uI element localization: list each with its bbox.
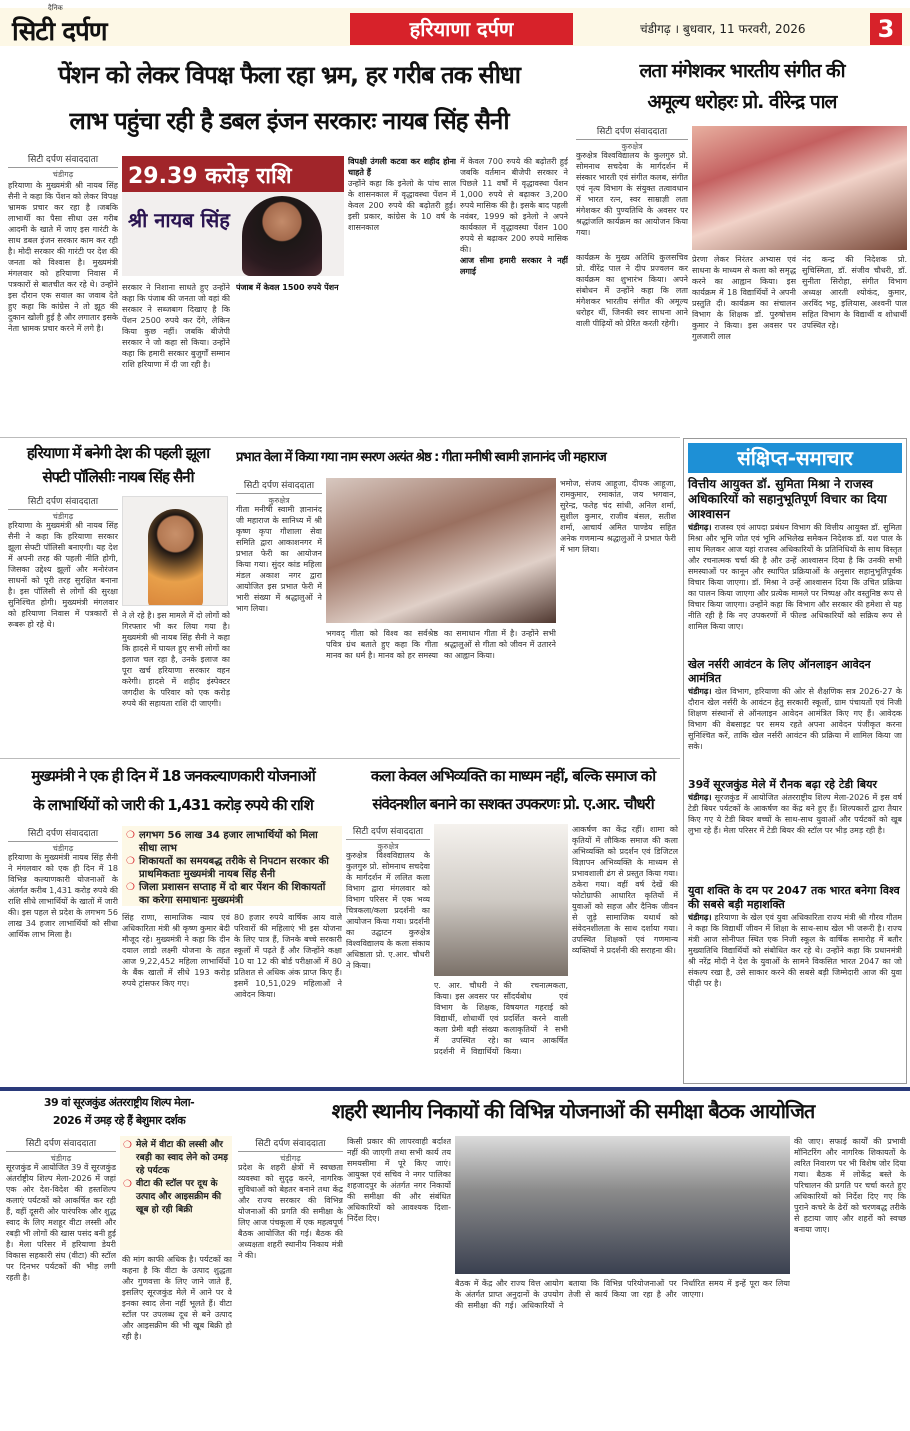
surajkund-body-col1: सूरजकुंड में आयोजित 39 वें सूरजकुंड अंतर्राष्ट्रीय शिल्प मेला-2026 में जहां एक ओर देश-विदेश की हस्तशिल्प कलाएं पर्यटकों को आकर्षित कर रही हैं, वहीं दूसरी ओर पारंपरिक और शुद्ध स्वाद के लिए मशहूर वीटा लस्सी और रबड़ी भी लोगों की खास पसंद बनी हुई है। मेला परिसर में हरियाणा डेयरी विकास सहकारी संघ (वीटा) की स्टॉल पर दिनभर पर्यटकों की भीड़ लगी रहती है।	[6, 1163, 116, 1282]
urban-headline: शहरी स्थानीय निकायों की विभिन्न योजनाओं की समीक्षा बैठक आयोजित	[331, 1099, 815, 1123]
briefs-header: संक्षिप्त-समाचार	[688, 443, 902, 473]
lead-body-col2: सरकार ने निशाना साधते हुए उन्होंने कहा कि पंजाब की जनता जो वहां की सरकार ने सब्जबाग दिखाए है कि पेंशन 2500 रुपये कर देंगे, लेकिन किया कुछ नहीं। जबकि बीजेपी सरकार ने जो कहा सो किया। उन्होंने कहा कि हमारी सरकार बुजुर्गों सम्मान राशि हरियाणा में दी जा रही है।	[122, 283, 230, 369]
highlight-item: ❍ जिला प्रशासन सप्ताह में दो बार पेंशन की शिकायतों का करेगा समाधानः मुख्यमंत्री	[126, 882, 326, 906]
geeta-body-col3: भमोज, संजय आहूजा, दीपक आहूजा, रामकुमार, रमाकांत, जय भगवान, सुरेन्द्र, फतेह चंद सांधी, अनिल शर्मा, सुशील कुमार, राजीव बंसल, सतीश शर्मा, आचार्य अमित पाण्डेय सहित अनेक गणमान्य श्रद्धालुओं ने प्रभात फेरी में भाग लिया।	[560, 479, 676, 554]
lead-headline: पेंशन को लेकर विपक्ष फैला रहा भ्रम, हर गरीब तक सीधा लाभ पहुंचा रही है डबल इंजन सरकारः नायब सिंह सैनी	[58, 61, 520, 135]
yojana-headline: मुख्यमंत्री ने एक ही दिन में 18 जनकल्याणकारी योजनाओं के लाभार्थियों को जारी की 1,431 करोड़ रुपये की राशि	[31, 767, 315, 814]
lead-byline-block: सिटी दर्पण संवाददाता चंडीगढ़	[8, 152, 118, 180]
cm-portrait	[148, 509, 203, 606]
urban-body-col4: की जाए। सफाई कार्यों की प्रभावी मॉनिटरिंग और नागरिक शिकायतों के त्वरित निवारण पर भी विशेष जोर दिया गया। बैठक में लोकेंद्र बस्ते के परिचालन की प्रगति पर चर्चा करते हुए अधिकारियों को निर्देश दिए गए कि पुराने कचरे के ढेरों को चरणबद्ध तरीके से हटाया जाए और शहरों को स्वच्छ बनाया जाए।	[794, 1137, 906, 1234]
newspaper-logo: सिटी दर्पण	[12, 17, 107, 47]
jhoola-byline-block: सिटी दर्पण संवाददाता चंडीगढ़	[8, 494, 118, 522]
photo-banner-text: 29.39 करोड़ राशि	[128, 164, 292, 189]
photo-nameplate: श्री नायब सिंह	[128, 208, 230, 232]
bullet-circle-icon: ❍	[123, 1140, 132, 1151]
lead-subhead-punjab: पंजाब में केवल 1500 रुपये पेंशन	[236, 283, 339, 292]
dateline: चंडीगढ़ । बुधवार, 11 फरवरी, 2026	[640, 22, 806, 36]
lead-photo-cm	[122, 156, 344, 276]
lata-byline-block: सिटी दर्पण संवाददाता कुरुक्षेत्र	[576, 124, 688, 152]
brief-title: वित्तीय आयुक्त डॉ. सुमिता मिश्रा ने राजस्व अधिकारियों को सहानुभूतिपूर्ण विचार का दिया आश्वासन	[688, 477, 887, 521]
geeta-body-col2: भगवद् गीता को विश्व का सर्वश्रेष्ठ पवित्र ग्रंथ बताते हुए कहा कि गीता मानव का धर्म है। मानव को हर समस्या का समाधान गीता में है। उन्होंने सभी श्रद्धालुओं से गीता को जीवन में उतारने का आह्वान किया।	[326, 629, 556, 660]
jhoola-photo-cm	[122, 496, 228, 606]
brief-item: खेल नर्सरी आवंटन के लिए ऑनलाइन आवेदन आमंत्रित चंडीगढ़। खेल विभाग, हरियाणा की ओर से शैक्षणिक सत्र 2026-27 के दौरान खेल नर्सरी के आवंटन हेतु सरकारी स्कूलों, ग्राम पंचायतों एवं निजी शिक्षण संस्थानों से ऑनलाइन आवेदन आमंत्रित किए गए हैं। आवेदक विभाग की वेबसाइट पर समय रहते अपना आवेदन पंजीकृत करना सुनिश्चित करें, ताकि खेल नर्सरी आवंटन की प्रक्रिया में शामिल किया जा सके।	[688, 658, 902, 751]
geeta-byline-block: सिटी दर्पण संवाददाता कुरुक्षेत्र	[236, 478, 322, 506]
surajkund-highlights	[120, 1136, 232, 1250]
jhoola-body-col2: ने ले रहे है। इस मामले में दो लोगों को गिरफ्तार भी कर लिया गया है। मुख्यमंत्री श्री नायब सिंह सैनी ने कहा कि हादसे में घायल हुए सभी लोगों का इलाज चल रहा है, उनके इलाज का पूरा खर्च हरियाणा सरकार वहन करेगी। हादसे में शहीद इंस्पेक्टर जगदीश के परिवार को एक करोड़ रुपये की सहायता राशि दी जाएगी।	[122, 611, 230, 708]
lead-subhead-seema: आज सीमा हमारी सरकार ने नहीं लगाई	[460, 256, 568, 276]
brief-title: 39वें सूरजकुंड मेले में रौनक बढ़ा रहे टेडी बियर	[688, 778, 877, 791]
logo-small-text: दैनिक	[48, 4, 63, 12]
brief-item: 39वें सूरजकुंड मेले में रौनक बढ़ा रहे टेडी बियर चंडीगढ़। सूरजकुंड में आयोजित अंतरराष्ट्रीय शिल्प मेला-2026 में इस वर्ष टेडी बियर पर्यटकों के आकर्षण का केंद्र बने हुए हैं। शिल्पकारों द्वारा तैयार किए गए ये टेडी बियर बच्चों के साथ-साथ युवाओं और पर्यटकों को खूब लुभा रहे हैं। मेला परिसर में टेडी बियर की स्टॉल पर भीड़ उमड़ रही है।	[688, 778, 902, 835]
urban-body-col2: किसी प्रकार की लापरवाही बर्दाश्त नहीं की जाएगी तथा सभी कार्य तय समयसीमा में पूरे किए जाएं। आयुक्त एवं सचिव ने नगर पालिका शहजादपुर के अंतर्गत नगर निकायों की समीक्षा की और संबंधित अधिकारियों को आवश्यक दिशा-निर्देश दिए।	[347, 1137, 451, 1223]
highlight-item: ❍ लगभग 56 लाख 34 हजार लाभार्थियों को मिला सीधा लाभ	[126, 830, 318, 854]
geeta-headline: प्रभात वेला में किया गया नाम स्मरण अत्यंत श्रेष्ठ : गीता मनीषी स्वामी ज्ञानानंद जी महाराज	[236, 450, 606, 465]
jhoola-headline: हरियाणा में बनेगी देश की पहली झूला सेफ्टी पॉलिसीः नायब सिंह सैनी	[26, 444, 210, 486]
surajkund-byline-block: सिटी दर्पण संवाददाता चंडीगढ़	[6, 1136, 116, 1164]
brief-title: युवा शक्ति के दम पर 2047 तक भारत बनेगा विश्व की सबसे बड़ी महाशक्ति	[688, 884, 900, 911]
lead-body-col5: में केवल 700 रुपये की बढ़ोतरी हुई जबकि वर्तमान बीजेपी सरकार ने पिछले 11 वर्षों में वृद्धावस्था पेंशन 1,000 रुपये से बढ़ाकर 3,200 रुपये मासिक की है। इसके बाद पहली नवंबर, 1999 को इनेलो ने अपने कार्यकाल में वृद्धावस्था पेंशन 100 रुपये से बढ़ाकर 200 रुपये मासिक की। आज सीमा हमारी सरकार ने नहीं लगाई	[460, 157, 568, 276]
kala-byline-block: सिटी दर्पण संवाददाता कुरुक्षेत्र	[346, 824, 430, 852]
lata-body-col4: नंद कन्द्र की निदेशक प्रो. सुचिस्मिता, डॉ. संजीव चौधरी, डॉ. सुनीता सिरोहा, संगीत विभाग अध्यक्ष आरती श्योकंद, कुमार, अरविंद भट्ट, इलियास, अश्वनी पाल सहित विभाग के विद्यार्थी व शोधार्थी उपस्थित रहे।	[802, 255, 907, 330]
kala-body-col1: कुरुक्षेत्र विश्वविद्यालय के कुलगुरु प्रो. सोमनाथ सचदेवा के मार्गदर्शन में ललित कला विभाग द्वारा मंगलवार को विभाग परिसर में एक भव्य चित्रकला/कला प्रदर्शनी का आयोजन किया गया। प्रदर्शनी का उद्घाटन कुरुक्षेत्र विश्वविद्यालय के कला संकाय अधिष्ठाता प्रो. ए.आर. चौधरी ने किया।	[346, 851, 430, 970]
kala-body-col2: ए. आर. चौधरी ने किया। इस अवसर पर विभाग के शिक्षक, विद्यार्थी, शोधार्थी एवं कला प्रेमी बड़ी संख्या में उपस्थित रहे। प्रदर्शनी में विद्यार्थियों की रचनात्मकता, सौंदर्यबोध एवं विषयगत गहराई को प्रदर्शित करने वाली कलाकृतियों ने सभी का ध्यान आकर्षित किया।	[434, 981, 568, 1056]
yojana-body-col1: हरियाणा के मुख्यमंत्री नायब सिंह सैनी ने मंगलवार को एक ही दिन में 18 विभिन्न कल्याणकारी योजनाओं के अंतर्गत करीब 1,431 करोड़ रुपये की राशि सीधे लाभार्थियों के खातों में जारी की। इस पहल से प्रदेश के लगभग 56 लाख 34 हजार लाभार्थियों को सीधा आर्थिक लाभ मिला है।	[8, 853, 118, 939]
highlight-item: ❍ शिकायतों का समयबद्ध तरीके से निपटान सरकार की प्राथमिकताः मुख्यमंत्री नायब सिंह सैनी	[126, 856, 329, 880]
divider	[0, 437, 680, 438]
brief-item: वित्तीय आयुक्त डॉ. सुमिता मिश्रा ने राजस्व अधिकारियों को सहानुभूतिपूर्ण विचार का दिया आश्वासन चंडीगढ़। राजस्व एवं आपदा प्रबंधन विभाग की वित्तीय आयुक्त डॉ. सुमिता मिश्रा और भूमि जोत एवं भूमि अभिलेख समेकन निदेशक डॉ. यश पाल के साथ मिलकर आज यहां राजस्व अधिकारियों के प्रतिनिधियों के साथ विस्तृत और रचनात्मक चर्चा की है और उन्हें आश्वासन दिया है कि उनकी सभी समस्याओं पर कानून और स्थापित प्रक्रियाओं के अनुसार सहानुभूतिपूर्वक विचार किया जाएगा। डॉ. मिश्रा ने उन्हें आश्वासन दिया कि उचित प्रक्रिया का पालन किया जाएगा और प्रत्येक मामले पर निष्पक्ष और वस्तुनिष्ठ रूप से विचार किया जाएगा। उन्होंने कहा कि विभाग और सरकार की हमेशा से यह नीति रही है कि नए उपकरणों में फील्ड अधिकारियों को सक्रिय रूप से शामिल किया जाए।	[688, 477, 902, 631]
brief-title: खेल नर्सरी आवंटन के लिए ऑनलाइन आवेदन आमंत्रित	[688, 658, 871, 685]
bullet-circle-icon: ❍	[126, 830, 135, 841]
lead-body-col3	[236, 282, 342, 434]
kala-headline: कला केवल अभिव्यक्ति का माध्यम नहीं, बल्कि समाज को संवेदनशील बनाने का सशक्त उपकरणः प्रो. ए.आर. चौधरी	[370, 767, 656, 813]
lata-photo-group	[692, 126, 907, 250]
lata-body-col2: कार्यक्रम के मुख्य अतिथि कुलसचिव प्रो. वीरेंद्र पाल ने दीप प्रज्वलन कर कार्यक्रम का शुभारंभ किया। अपने संबोधन में उन्होंने कहा कि लता मंगेशकर भारतीय संगीत की अमूल्य धरोहर थीं, जिनकी स्वर साधना आने वाली पीढ़ियों को प्रेरित करती रहेगी।	[576, 253, 688, 328]
divider	[0, 758, 680, 759]
lead-body-col4: विपक्षी उंगली कटवा कर शहीद होना चाहते हैं उन्होंने कहा कि इनेलो के पांच साल के शासनकाल में वृद्धावस्था पेंशन में केवल 200 रुपये की बढ़ोतरी हुई। इसी प्रकार, कांग्रेस के 10 वर्ष के शासनकाल	[348, 157, 456, 232]
lata-body-col3: प्रेरणा लेकर निरंतर अभ्यास एवं साधना के माध्यम से कला को समृद्ध करने का आह्वान किया। इस कार्यक्रम में 18 विद्यार्थियों ने अपनी प्रस्तुति दी। कार्यक्रम का संचालन विभाग के शिक्षक डॉ. पुरुषोत्तम कुमार ने किया। इस अवसर पर गुलजारी लाल	[692, 255, 796, 341]
yojana-highlights	[122, 826, 342, 906]
surajkund-body-col2: की मांग काफी अधिक है। पर्यटकों का कहना है कि वीटा के उत्पाद शुद्धता और गुणवत्ता के लिए जाने जाते हैं, इसलिए सूरजकुंड मेले में आने पर वे इनका स्वाद लेना नहीं भूलते हैं। वीटा स्टॉल पर उपलब्ध दूध से बने उत्पाद और आइसक्रीम की भी खूब बिक्री हो रही है।	[122, 1255, 232, 1341]
urban-body-col3: बैठक में केंद्र और राज्य वित्त आयोग के अंतर्गत प्राप्त अनुदानों के उपयोग की समीक्षा की गई। अधिकारियों ने बताया कि विभिन्न परियोजनाओं पर तेजी से कार्य किया जा रहा है और निर्धारित समय में इन्हें पूरा कर लिया जाएगा।	[455, 1279, 790, 1310]
bullet-circle-icon: ❍	[126, 856, 135, 867]
bullet-circle-icon: ❍	[126, 882, 135, 893]
urban-byline-block: सिटी दर्पण संवाददाता चंडीगढ़	[238, 1136, 343, 1164]
kala-body-col3: आकर्षण का केंद्र रहीं। शामा को कृतियों में लौकिक समाज की कला अभिव्यक्ति को प्रदर्शन एवं डिजिटल विज्ञापन अभिव्यक्ति के माध्यम से प्रभावशाली ढंग से प्रस्तुत किया गया। ठकेरा गया। वहीं वर्ष देखें की फोटोग्राफी आधारित कृतियों में युवाओं को सहज और दैनिक जीवन से जुड़े सामाजिक यथार्थ को संवेदनशीलता के साथ दर्शाया गया। उपस्थित शिक्षकों एवं गणमान्य व्यक्तियों ने प्रदर्शनी की सराहना की।	[572, 825, 678, 955]
page-number: 3	[870, 13, 902, 45]
surajkund-headline: 39 वां सूरजकुंड अंतरराष्ट्रीय शिल्प मेला- 2026 में उमड़ रहे हैं बेशुमार दर्शक	[43, 1096, 195, 1127]
urban-photo-meeting	[455, 1136, 790, 1274]
geeta-body-col1: गीता मनीषी स्वामी ज्ञानानंद जी महाराज के सानिध्य में श्री कृष्ण कृपा गौशाला सेवा समिति द्वारा आकाशनगर में प्रभात फेरी का आयोजन किया गया। सुंदर कांड महिला मंडल अकाश नगर द्वारा आयोजित इस प्रभात फेरी में भारी संख्या में श्रद्धालुओं ने भाग लिया।	[236, 505, 322, 613]
person-figure	[242, 196, 322, 276]
lata-body-col1: कुरुक्षेत्र विश्वविद्यालय के कुलगुरु प्रो. सोमनाथ सचदेवा के मार्गदर्शन में संस्कार भारती एवं संगीत कलब, संगीत एवं नृत्य विभाग के संयुक्त तत्वावधान में भारत रत्न, स्वर साम्राज्ञी लता मंगेशकर की पुण्यतिथि के अवसर पर श्रद्धांजलि कार्यक्रम का आयोजन किया गया।	[576, 151, 688, 237]
kala-photo-exhibition	[434, 824, 568, 976]
section-rule	[0, 1087, 910, 1091]
highlight-item: ❍ मेले में वीटा की लस्सी और रबड़ी का स्वाद लेने को उमड़ रहे पर्यटक	[123, 1140, 228, 1176]
highlight-item: ❍ वीटा की स्टॉल पर दूध के उत्पाद और आइसक्रीम की खूब हो रही बिक्री	[123, 1179, 222, 1215]
yojana-body-col3: 80 हजार रुपये वार्षिक आय वाले परिवारों की महिलाएं भी इस योजना के लिए पात्र हैं, जिनके बच्चे सरकारी स्कूलों में पढ़ते हैं और जिन्होंने कक्षा 10 या 12 की बोर्ड परीक्षाओं में 80 प्रतिशत से अधिक अंक प्राप्त किए हैं। इसमें 10,51,029 महिलाओं ने आवेदन किया।	[234, 913, 342, 999]
briefs-box	[683, 438, 907, 1084]
yojana-byline-block: सिटी दर्पण संवाददाता चंडीगढ़	[8, 826, 118, 854]
geeta-photo-satsang	[326, 478, 556, 623]
bullet-circle-icon: ❍	[123, 1179, 132, 1190]
urban-body-col1: प्रदेश के शहरी क्षेत्रों में स्वच्छता व्यवस्था को सुदृढ़ करने, नागरिक सुविधाओं को बेहतर बनाने तथा केंद्र और राज्य सरकार की विभिन्न योजनाओं की प्रगति की समीक्षा के लिए आज पंचकूला में एक महत्वपूर्ण बैठक आयोजित की गई। बैठक की अध्यक्षता शहरी स्थानीय निकाय मंत्री ने की।	[238, 1163, 343, 1260]
yojana-body-col2: सिंह राणा, सामाजिक न्याय एवं अधिकारिता मंत्री श्री कृष्ण कुमार बेदी मौजूद रहे। मुख्यमंत्री ने कहा कि दीन दयाल लाडो लक्ष्मी योजना के तहत आज 9,22,452 महिला लाभार्थियों के बैंक खातों में सीधे 193 करोड़ रुपये ट्रांसफर किए गए।	[122, 913, 230, 988]
section-tab: हरियाणा दर्पण	[350, 13, 573, 45]
lead-body-col1: हरियाणा के मुख्यमंत्री श्री नायब सिंह सैनी ने कहा कि पेंशन को लेकर विपक्ष भ्रामक प्रचार कर रहा है ।जबकि लाभार्थी का पैसा सीधा उस गरीब आदमी के खाते में जाए इस गारंटी के साथ डबल इंजन सरकार काम कर रही है। मोदी सरकार की गारंटी पर देश की जनता को विश्वास है। मुख्यमंत्री मंगलवार को हरियाणा निवास में पत्रकारों से बातचीत कर रहे थे। उन्होंने इस दौरान एक सवाल का जवाब देते हुए कहा कि कांग्रेस ने तो झूठ की दुकान खोली हुई है और लगातार इसके नेता भ्रामक प्रचार करने में लगे है।	[8, 181, 118, 333]
brief-item: युवा शक्ति के दम पर 2047 तक भारत बनेगा विश्व की सबसे बड़ी महाशक्ति चंडीगढ़। हरियाणा के खेल एवं युवा अधिकारिता राज्य मंत्री श्री गौरव गौतम ने कहा कि विद्यार्थी जीवन में शिक्षा के साथ-साथ खेल भी जरूरी है। राज्य मंत्री आज सोनीपत स्थित एक निजी स्कूल के वार्षिक समारोह में बतौर मुख्यातिथि विद्यार्थियों को संबोधित कर रहे थे। उन्होंने कहा कि प्रधानमंत्री श्री नरेंद्र मोदी ने देश के युवाओं के सामने विकसित भारत 2047 का जो संकल्प रखा है, उसे साकार करने की सबसे बड़ी जिम्मेदारी आज की युवा पीढ़ी पर है।	[688, 884, 902, 988]
jhoola-body-col1: हरियाणा के मुख्यमंत्री श्री नायब सिंह सैनी ने कहा कि हरियाणा सरकार झूला सेफ्टी पॉलिसी बनाएगी। यह देश में अपनी तरह की पहली नीति होगी, जिसका उद्देश्य झूलों और मनोरंजन साधनों को पूरी तरह सुरक्षित बनाना है। इस पॉलिसी से लोगों की सुरक्षा सुनिश्चित होगी। मुख्यमंत्री मंगलवार को हरियाणा निवास में पत्रकारों से रूबरू हो रहे थे।	[8, 521, 118, 629]
lata-headline: लता मंगेशकर भारतीय संगीत की अमूल्य धरोहरः प्रो. वीरेन्द्र पाल	[639, 60, 845, 113]
lead-subhead-viapakshi: विपक्षी उंगली कटवा कर शहीद होना चाहते हैं	[348, 157, 456, 177]
